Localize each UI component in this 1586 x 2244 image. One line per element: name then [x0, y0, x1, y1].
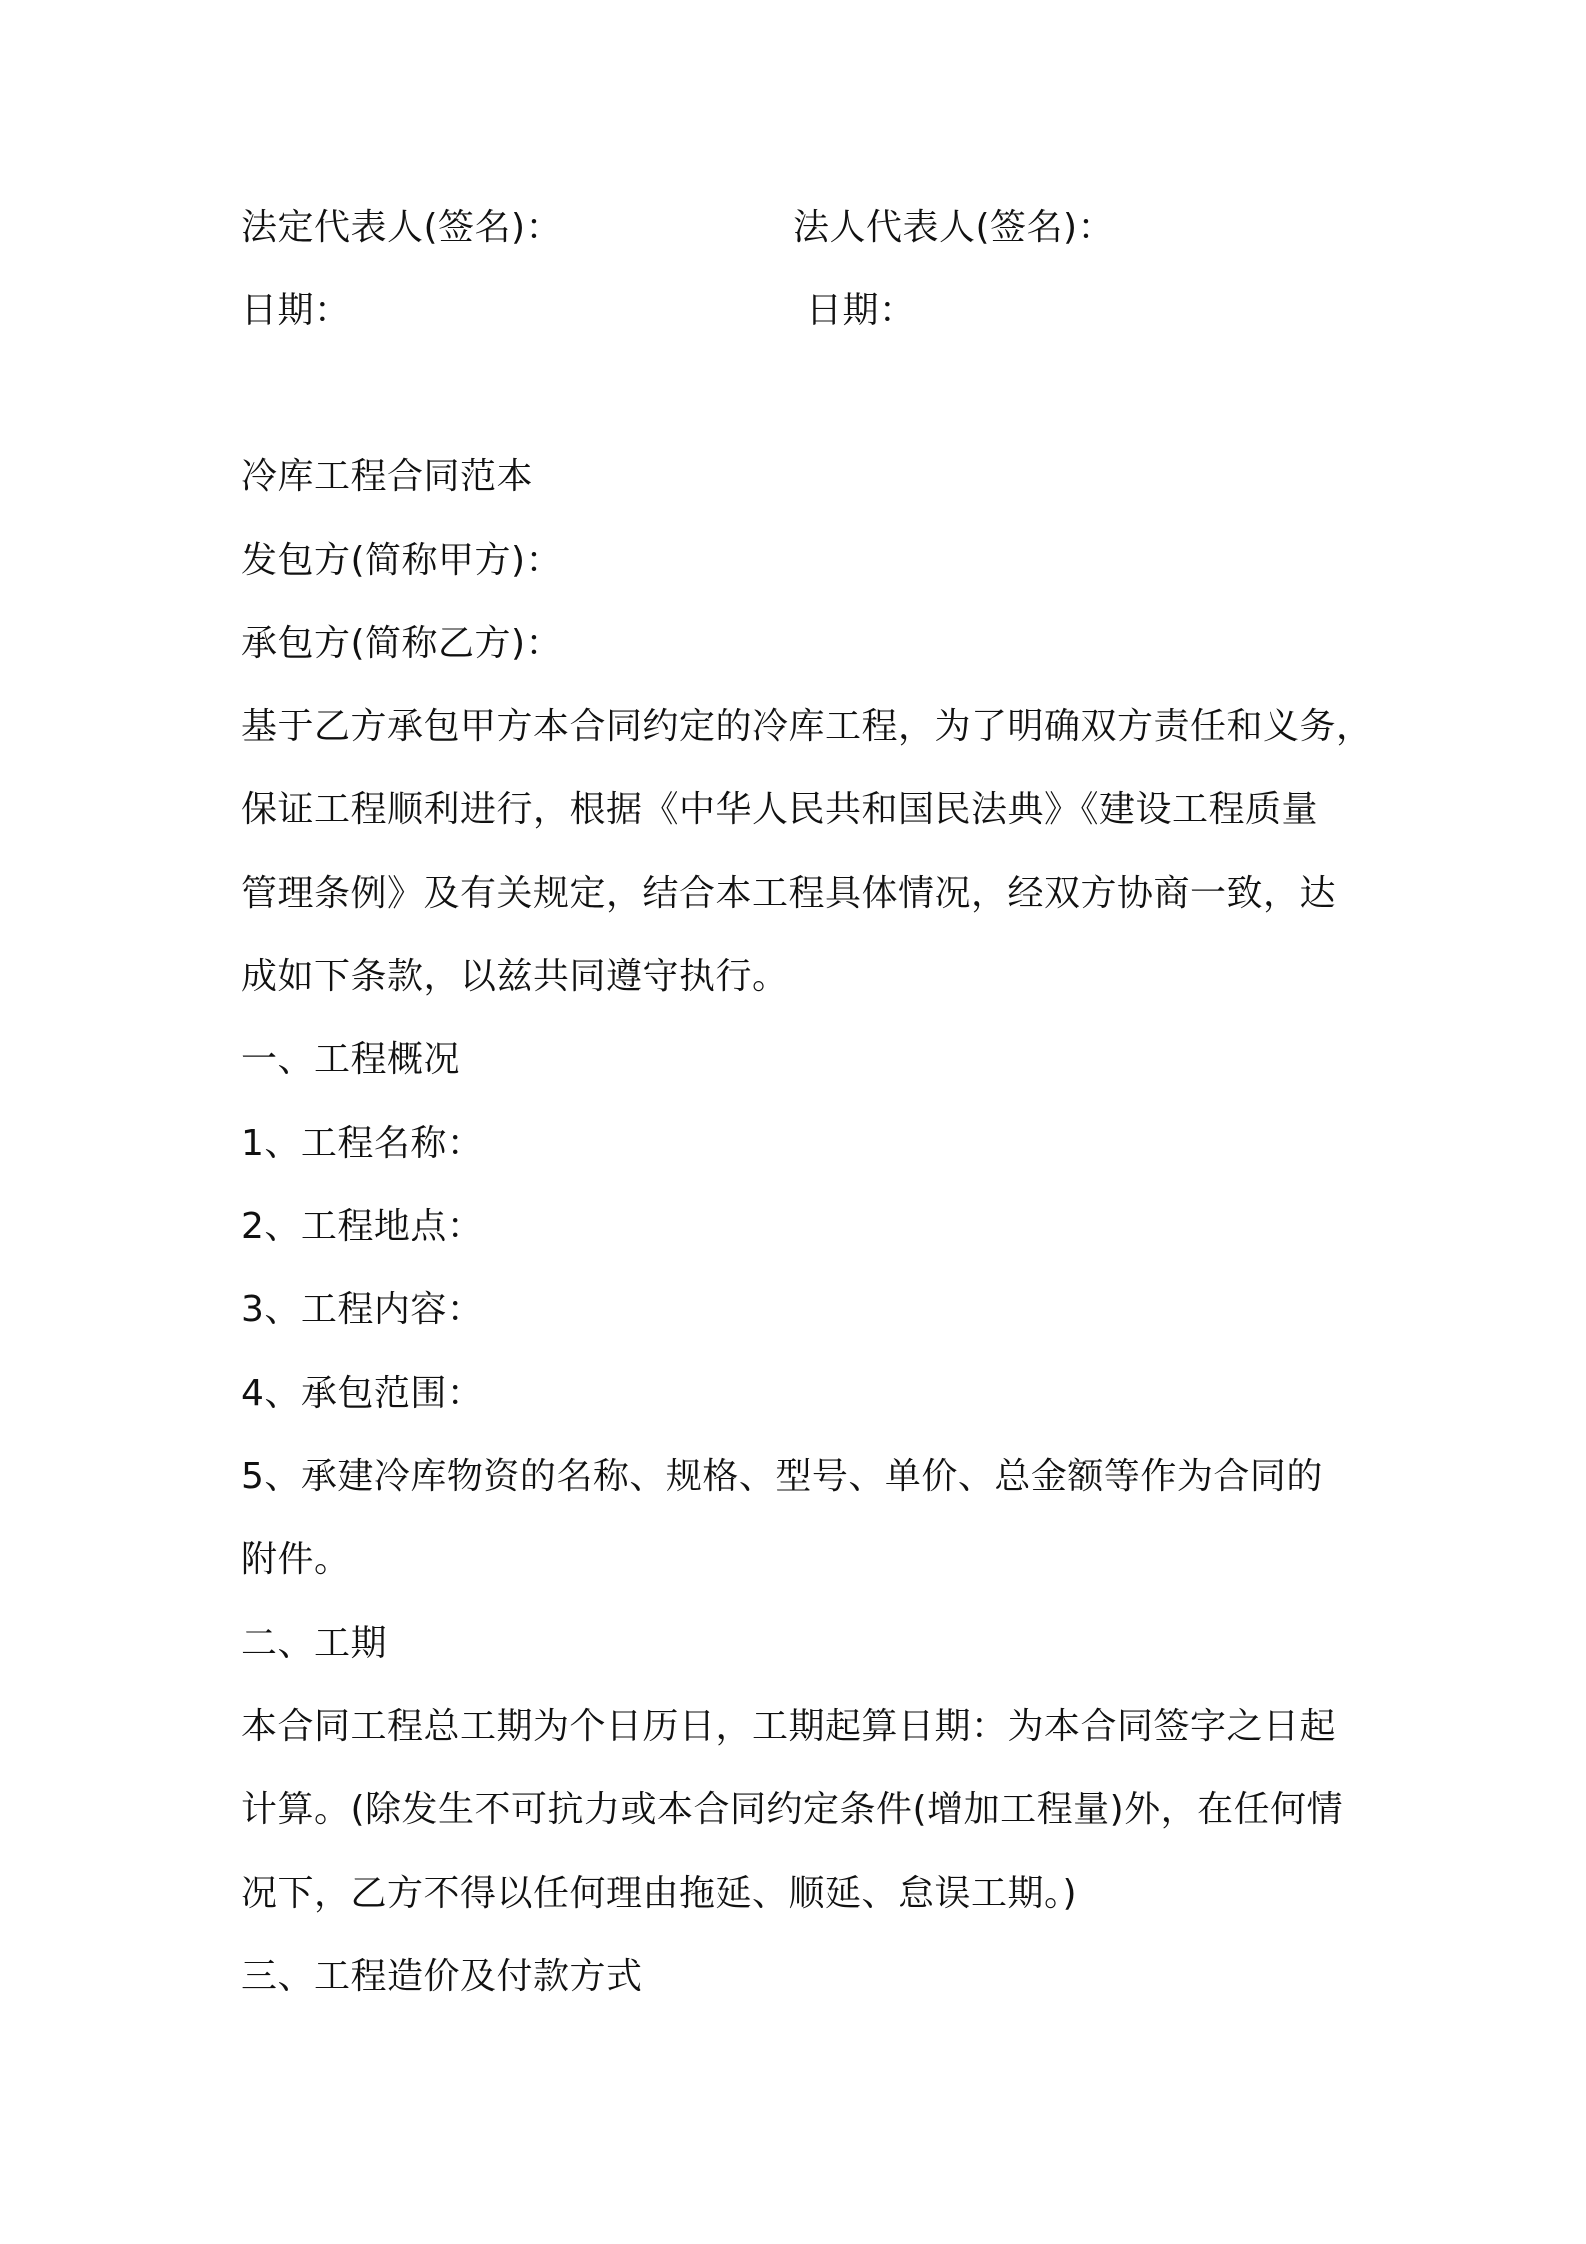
list-item: 4、承包范围：	[241, 1373, 484, 1414]
intro-paragraph-line: 成如下条款，以兹共同遵守执行。	[241, 956, 789, 997]
intro-paragraph-line: 基于乙方承包甲方本合同约定的冷库工程，为了明确双方责任和义务，	[241, 706, 1373, 747]
list-item-continuation: 附件。	[241, 1539, 351, 1580]
intro-paragraph-line: 保证工程顺利进行，根据《中华人民共和国民法典》《建设工程质量	[241, 789, 1319, 830]
list-item: 1、工程名称：	[241, 1123, 484, 1164]
right-date-label: 日期：	[806, 290, 916, 331]
list-item: 3、工程内容：	[241, 1289, 484, 1330]
party-a-label: 发包方(简称甲方)：	[241, 540, 563, 581]
left-representative-signature-label: 法定代表人(签名)：	[241, 207, 563, 248]
list-item: 5、承建冷库物资的名称、规格、型号、单价、总金额等作为合同的	[241, 1456, 1323, 1497]
party-b-label: 承包方(简称乙方)：	[241, 623, 563, 664]
contract-title: 冷库工程合同范本	[241, 456, 534, 497]
section-heading: 三、工程造价及付款方式	[241, 1956, 643, 1997]
paragraph-line: 计算。(除发生不可抗力或本合同约定条件(增加工程量)外，在任何情	[241, 1789, 1344, 1830]
intro-paragraph-line: 管理条例》及有关规定，结合本工程具体情况，经双方协商一致，达	[241, 873, 1337, 914]
list-item: 2、工程地点：	[241, 1206, 484, 1247]
paragraph-line: 本合同工程总工期为个日历日，工期起算日期：为本合同签字之日起	[241, 1706, 1337, 1747]
paragraph-line: 况下，乙方不得以任何理由拖延、顺延、怠误工期。)	[241, 1873, 1078, 1914]
section-heading: 一、工程概况	[241, 1039, 461, 1080]
section-heading: 二、工期	[241, 1623, 388, 1664]
right-representative-signature-label: 法人代表人(签名)：	[793, 207, 1115, 248]
left-date-label: 日期：	[241, 290, 351, 331]
